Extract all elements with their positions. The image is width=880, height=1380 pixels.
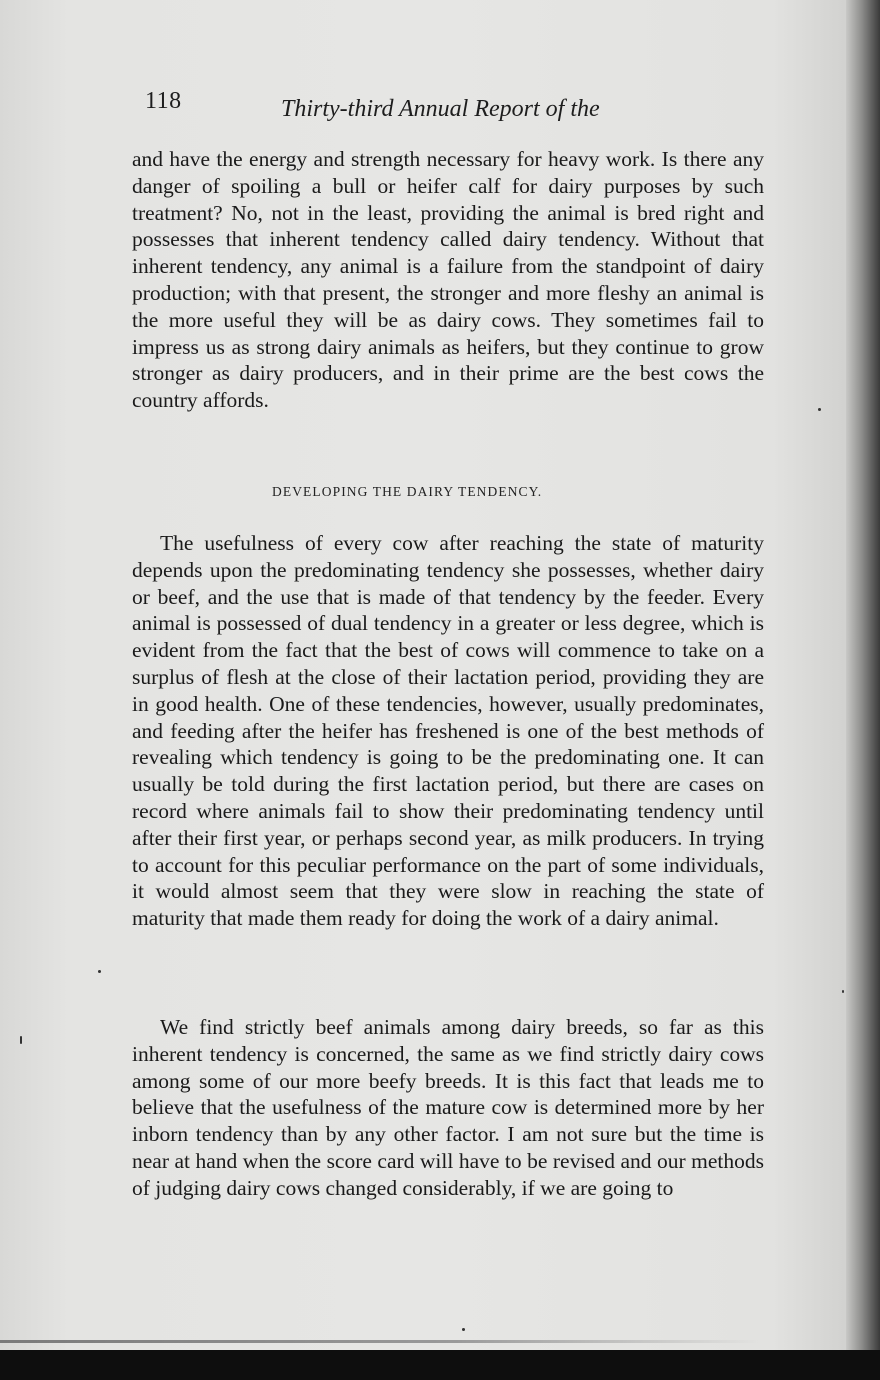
- scan-edge-line: [0, 1340, 760, 1343]
- scan-speck: [98, 970, 101, 973]
- scan-speck: [818, 408, 821, 411]
- body-paragraph-2: [132, 530, 764, 932]
- body-paragraph-3: [132, 1014, 764, 1202]
- page-number: 118: [145, 88, 182, 114]
- scan-speck: [462, 1328, 465, 1331]
- page-header: [145, 88, 635, 128]
- scan-speck: [20, 1036, 22, 1044]
- page-edge-shadow: [846, 0, 880, 1350]
- paragraph-text: We find strictly beef animals among dairy breeds, so far as this inherent tendency is concerned, the same as we find strictly dairy cows among some of our more beefy breeds. It is this fact that leads me to believe that the usefulness of the mature cow is determined more by her inborn tendency than by any other factor. I am not sure but the time is near at hand when the score card will have to be revised and our methods of judging dairy cows changed considerably, if we are going to: [132, 1015, 764, 1200]
- section-heading: DEVELOPING THE DAIRY TENDENCY.: [272, 484, 543, 499]
- paragraph-text: and have the energy and strength necessary for heavy work. Is there any danger of spoiling a bull or heifer calf for dairy purposes by such treatment? No, not in the least, providing the animal is bred right and possesses that inherent tendency called dairy tendency. Without that inherent tendency, any animal is a failure from the standpoint of dairy production; with that present, the stronger and more fleshy an animal is the more useful they will be as dairy cows. They sometimes fail to impress us as strong dairy animals as heifers, but they continue to grow stronger as dairy producers, and in their prime are the best cows the country affords.: [132, 147, 764, 413]
- scan-bottom-border: [0, 1350, 880, 1380]
- scan-speck: [842, 990, 844, 993]
- paragraph-text: The usefulness of every cow after reaching the state of maturity depends upon the predominating tendency she possesses, whether dairy or beef, and the use that is made of that tendency by the feeder. Every animal is possessed of dual tendency in a greater or less degree, which is evident from the fact that the best of cows will commence to take on a surplus of flesh at the close of their lactation period, providing they are in good health. One of these tendencies, however, usually predominates, and feeding after the heifer has freshened is one of the best methods of revealing which tendency is going to be the predominating one. It can usually be told during the first lactation period, but there are cases on record where animals fail to show their predominating tendency until after their first year, or perhaps second year, as milk producers. In trying to account for this peculiar performance on the part of some individuals, it would almost seem that they were slow in reaching the state of maturity that made them ready for doing the work of a dairy animal.: [132, 531, 764, 931]
- body-paragraph-1: [132, 146, 764, 414]
- running-title: Thirty-third Annual Report of the: [281, 96, 600, 122]
